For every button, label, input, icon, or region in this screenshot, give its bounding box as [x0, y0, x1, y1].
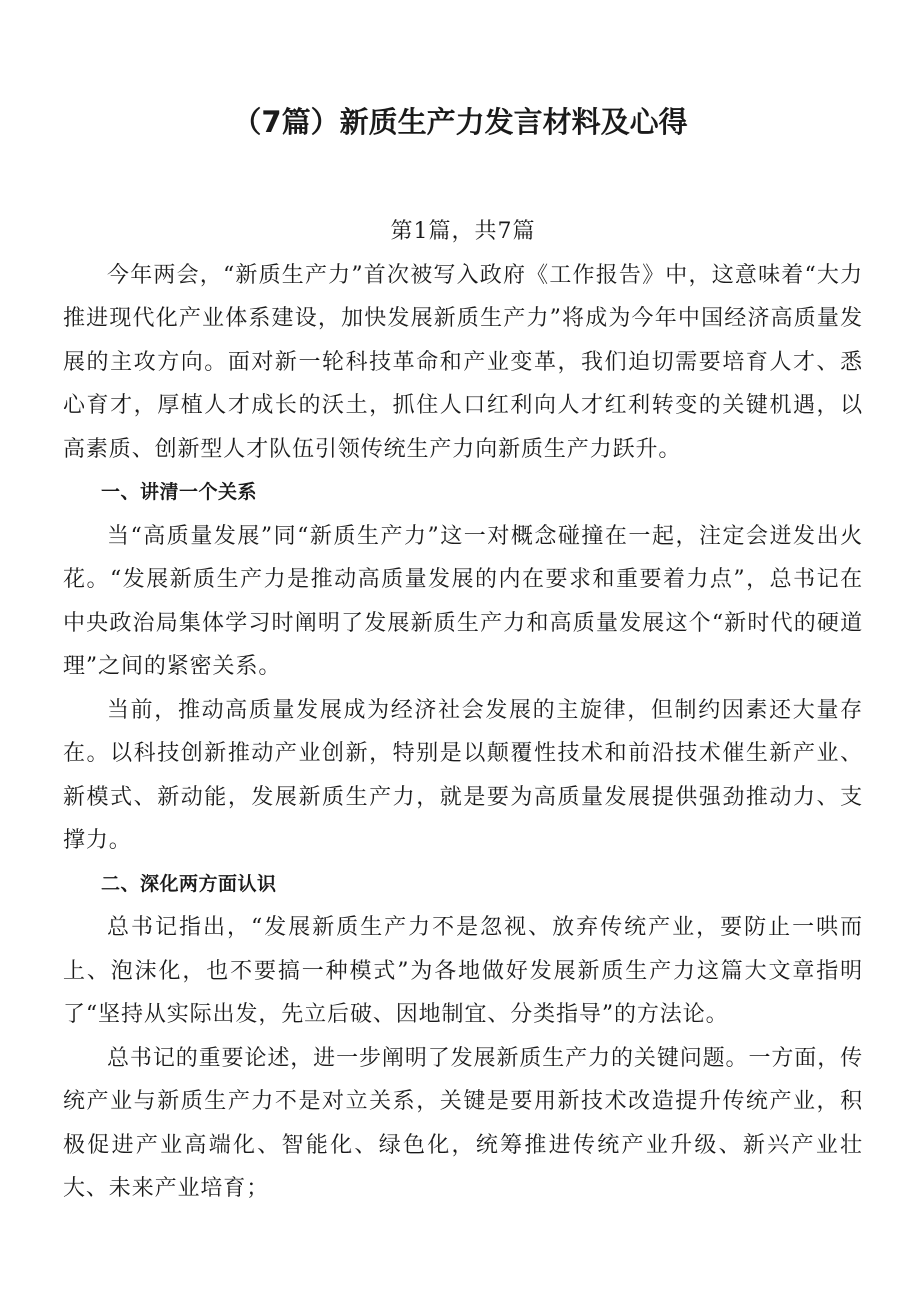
- paragraph-discussion: 总书记的重要论述，进一步阐明了发展新质生产力的关键问题。一方面，传统产业与新质生产力不是对立关系，关键是要用新技术改造提升传统产业，积极促进产业高端化、智能化、绿色化，统筹推进传统产业升级、新兴产业壮大、未来产业培育；: [63, 1045, 863, 1201]
- section-heading-1: 一、讲清一个关系: [101, 481, 258, 503]
- document-title: （7篇）新质生产力发言材料及心得: [232, 105, 688, 139]
- document-body: [63, 210, 863, 1211]
- part-label: 第1篇，共7篇: [390, 219, 536, 244]
- paragraph-intro: 今年两会，“新质生产力”首次被写入政府《工作报告》中，这意味着“大力推进现代化产业体系建设，加快发展新质生产力”将成为今年中国经济高质量发展的主攻方向。面对新一轮科技革命和产业变革，我们迫切需要培育人才、悉心育才，厚植人才成长的沃土，抓住人口红利向人才红利转变的关键机遇，以高素质、创新型人才队伍引领传统生产力向新质生产力跃升。: [63, 262, 863, 462]
- paragraph-instruction: 总书记指出，“发展新质生产力不是忽视、放弃传统产业，要防止一哄而上、泡沫化，也不要搞一种模式”为各地做好发展新质生产力这篇大文章指明了“坚持从实际出发，先立后破、因地制宜、分类指导”的方法论。: [63, 915, 863, 1027]
- paragraph-current-situation: 当前，推动高质量发展成为经济社会发展的主旋律，但制约因素还大量存在。以科技创新推动产业创新，特别是以颠覆性技术和前沿技术催生新产业、新模式、新动能，发展新质生产力，就是要为高质量发展提供强劲推动力、支撑力。: [63, 697, 863, 853]
- section-heading-2: 二、深化两方面认识: [101, 872, 277, 895]
- paragraph-relation: 当“高质量发展”同“新质生产力”这一对概念碰撞在一起，注定会迸发出火花。“发展新质生产力是推动高质量发展的内在要求和重要着力点”，总书记在中央政治局集体学习时阐明了发展新质生产力和高质量发展这个“新时代的硬道理”之间的紧密关系。: [63, 523, 863, 679]
